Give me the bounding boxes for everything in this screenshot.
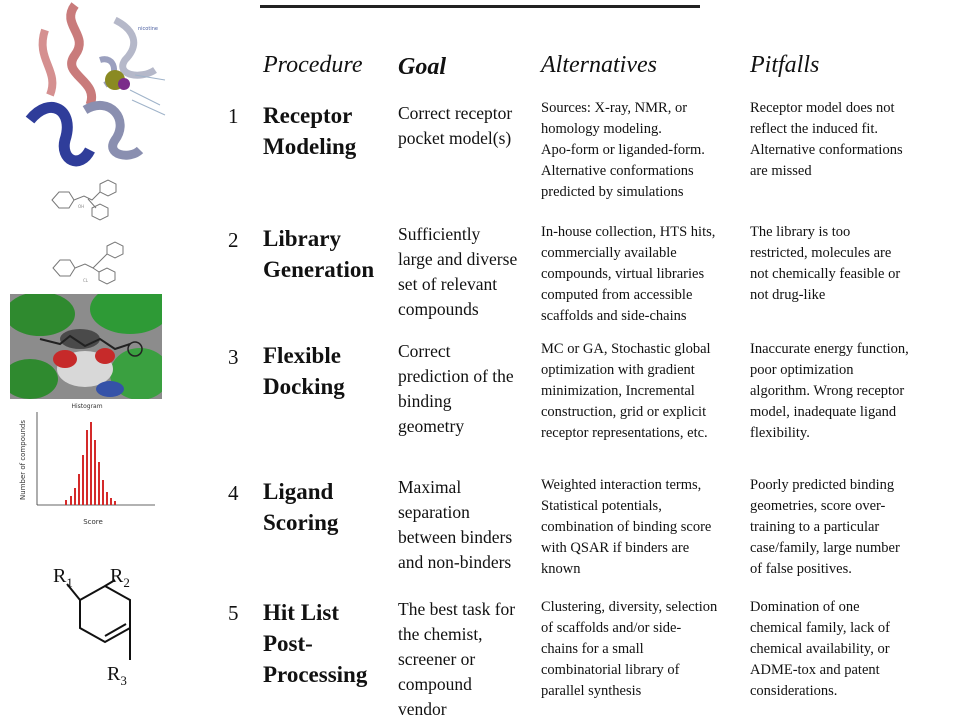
row-2-number: 2	[228, 228, 239, 252]
svg-text:nicotine: nicotine	[138, 26, 158, 32]
molecule-structure-2	[45, 238, 130, 293]
row-5-alternatives: Clustering, diversity, selection of scaffolds and/or side- chains for a small combinatorial library of parallel synthesis	[541, 599, 718, 699]
histogram-xlabel: Score	[83, 518, 103, 526]
header-pitfalls: Pitfalls	[750, 52, 820, 78]
r1-label: R	[53, 565, 67, 587]
svg-text:OH: OH	[78, 204, 85, 209]
r3-subscript: 3	[120, 673, 127, 688]
row-1-goal: Correct receptor pocket model(s)	[398, 103, 513, 148]
row-3-alternatives: MC or GA, Stochastic global optimization with gradient minimization, Incremental construction, grid or explicit receptor representations, etc.	[541, 341, 711, 441]
histogram-ylabel: Number of compounds	[19, 420, 27, 500]
row-1-number: 1	[228, 104, 239, 128]
svg-text:R1	[53, 565, 73, 590]
row-4-pitfalls: Poorly predicted binding geometries, score over- training to a particular case/family, large number of false positives.	[750, 477, 900, 577]
row-5-procedure: Hit List Post- Processing	[263, 600, 368, 687]
row-2-alternatives: In-house collection, HTS hits, commercially available compounds, virtual libraries computed from accessible scaffolds and side-chains	[541, 224, 716, 324]
row-4-alternatives: Weighted interaction terms, Statistical potentials, combination of binding score with QSAR if binders are known	[541, 477, 712, 577]
row-5-goal: The best task for the chemist, screener or compound vendor	[398, 599, 516, 719]
row-5-pitfalls: Domination of one chemical family, lack of chemical availability, or ADME-tox and patent considerations.	[750, 599, 890, 699]
header-alternatives: Alternatives	[541, 52, 657, 78]
svg-text:R2	[110, 565, 130, 590]
row-2-goal: Sufficiently large and diverse set of relevant compounds	[398, 224, 518, 319]
row-3-pitfalls: Inaccurate energy function, poor optimization algorithm. Wrong receptor model, inadequate ligand flexibility.	[750, 341, 909, 441]
svg-text:CL: CL	[83, 278, 89, 283]
molecule-structure-1	[42, 178, 127, 226]
row-3-goal: Correct prediction of the binding geometry	[398, 341, 514, 436]
protein-ribbon-image	[20, 0, 170, 175]
r2-label: R	[110, 565, 124, 587]
row-3-number: 3	[228, 345, 239, 369]
row-1-pitfalls: Receptor model does not reflect the induced fit. Alternative conformations are missed	[750, 100, 903, 179]
score-histogram	[15, 400, 160, 530]
row-2-pitfalls: The library is too restricted, molecules are not chemically feasible or not drug-like	[750, 224, 901, 303]
cropped-title-strip	[240, 0, 740, 8]
figure-column	[0, 0, 170, 720]
r3-label: R	[107, 663, 121, 685]
row-4-number: 4	[228, 481, 239, 505]
r2-subscript: 2	[123, 575, 130, 590]
histogram-title: Histogram	[71, 403, 103, 410]
row-5-number: 5	[228, 601, 239, 625]
row-1-procedure: Receptor Modeling	[263, 103, 357, 159]
row-4-goal: Maximal separation between binders and non-binders	[398, 477, 513, 572]
r-group-scaffold	[45, 560, 170, 695]
row-1-alternatives: Sources: X-ray, NMR, or homology modeling. Apo-form or liganded-form. Alternative conformations predicted by simulations	[541, 100, 705, 200]
svg-text:R3	[107, 663, 127, 688]
header-goal: Goal	[398, 54, 446, 80]
docking-surface-image	[10, 294, 162, 399]
header-procedure: Procedure	[263, 52, 363, 78]
row-2-procedure: Library Generation	[263, 226, 375, 282]
row-3-procedure: Flexible Docking	[263, 343, 345, 399]
row-4-procedure: Ligand Scoring	[263, 479, 339, 535]
r1-subscript: 1	[66, 575, 73, 590]
